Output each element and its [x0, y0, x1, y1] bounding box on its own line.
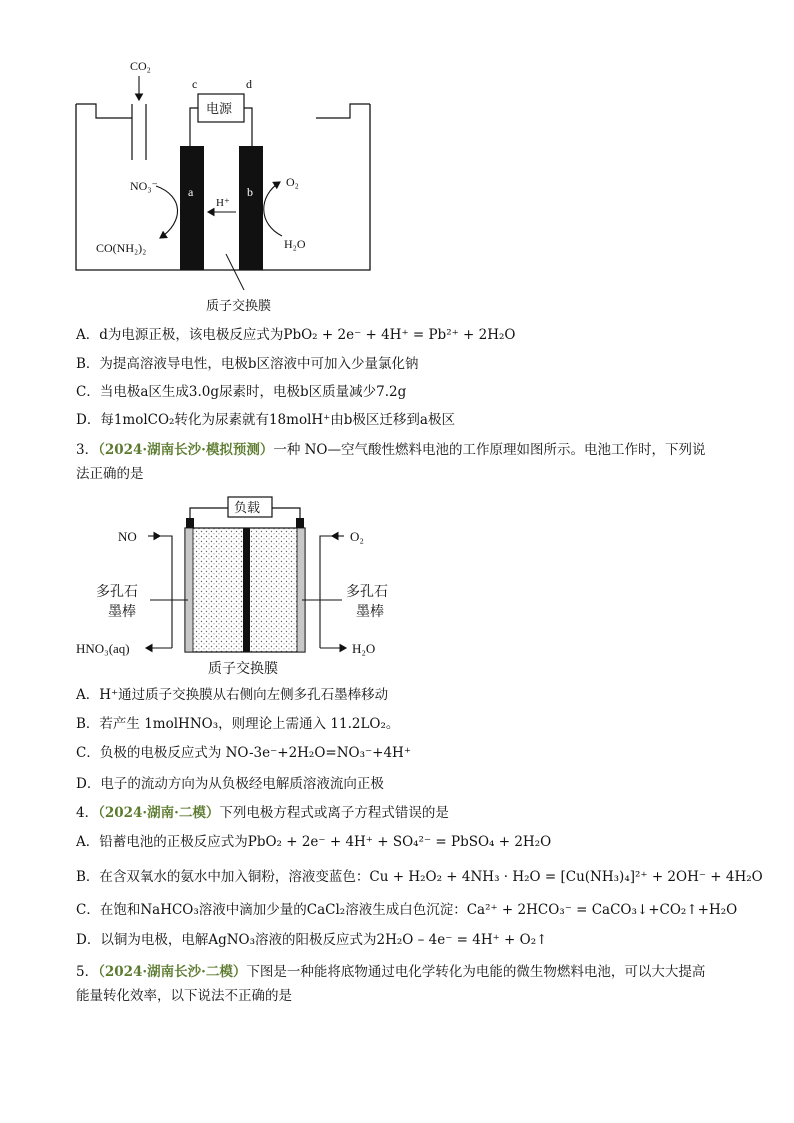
no-inlet	[148, 536, 172, 648]
h-plus-label: H⁺	[216, 197, 230, 209]
q3-option-d: D．电子的流动方向为从负极经电解质溶液流向正极	[76, 776, 384, 792]
q2-option-d: D．每1molCO₂转化为尿素就有18molH⁺由b极区迁移到a极区	[76, 412, 455, 428]
electrode-b-label: b	[247, 185, 253, 199]
q4-option-a: A．铅蓄电池的正极反应式为PbO₂ + 2e⁻ + 4H⁺ + SO₄²⁻ = PbSO₄ + 2H₂O	[76, 834, 552, 850]
membrane-label: 质子交换膜	[206, 298, 272, 313]
water-label: H₂O	[284, 237, 306, 251]
electrode-a-label: a	[188, 185, 194, 199]
o2-label: O₂	[350, 529, 364, 544]
right-graphite-rod	[297, 528, 305, 652]
co2-label: CO₂	[130, 59, 151, 73]
right-terminal	[296, 518, 304, 528]
q4-option-d: D．以铜为电极，电解AgNO₃溶液的阳极反应式为2H₂O – 4e⁻ = 4H⁺ + O₂↑	[76, 932, 548, 948]
left-terminal	[186, 518, 194, 528]
question-5-source: （2024·湖南长沙·二模）	[98, 964, 247, 980]
question-5-stem: 5．（2024·湖南长沙·二模）下图是一种能将底物通过电化学转化为电能的微生物燃料电池，可以大大提高能量转化效率，以下说法不正确的是	[76, 964, 706, 1004]
left-rod-label-1: 多孔石	[96, 585, 138, 600]
q3-option-c: C．负极的电极反应式为 NO-3e⁻+2H₂O=NO₃⁻+4H⁺	[76, 745, 411, 761]
question-3-source: （2024·湖南长沙·模拟预测）	[98, 442, 274, 458]
q2-option-c: C．当电极a区生成3.0g尿素时，电极b区质量减少7.2g	[76, 384, 407, 400]
question-3-stem: 3．（2024·湖南长沙·模拟预测）一种 NO—空气酸性燃料电池的工作原理如图所示。电池工作时，下列说法正确的是	[76, 442, 706, 482]
left-rod-label-2: 墨棒	[108, 605, 136, 620]
q4-option-c: C．在饱和NaHCO₃溶液中滴加少量的CaCl₂溶液生成白色沉淀：Ca²⁺ + 2HCO₃⁻ = CaCO₃↓+CO₂↑+H₂O	[76, 902, 738, 918]
terminal-c-label: c	[192, 77, 198, 91]
h2o-label: H₂O	[352, 641, 376, 656]
proton-membrane	[243, 528, 250, 652]
terminal-d-label: d	[246, 77, 252, 91]
left-graphite-rod	[185, 528, 193, 652]
q2-option-a: A．d为电源正极，该电极反应式为PbO₂ + 2e⁻ + 4H⁺ = Pb²⁺ + 2H₂O	[76, 327, 516, 343]
q4-option-b: B．在含双氧水的氨水中加入铜粉，溶液变蓝色：Cu + H₂O₂ + 4NH₃ · H₂O = [Cu(NH₃)₄]²⁺ + 2OH⁻ + 4H₂O	[76, 869, 763, 885]
nitrate-label: NO₃⁻	[130, 179, 158, 193]
hno3-label: HNO₃(aq)	[76, 641, 130, 656]
membrane-label-2: 质子交换膜	[208, 662, 278, 677]
power-label: 电源	[206, 101, 233, 116]
right-rod-label-2: 墨棒	[356, 605, 384, 620]
right-rod-label-1: 多孔石	[346, 585, 388, 600]
urea-label: CO(NH₂)₂	[96, 241, 147, 255]
q3-option-b: B．若产生 1molHNO₃，则理论上需通入 11.2LO₂。	[76, 716, 400, 732]
q3-option-a: A．H⁺通过质子交换膜从右侧向左侧多孔石墨棒移动	[76, 687, 389, 703]
oxygen-label: O₂	[286, 175, 299, 189]
no-label: NO	[118, 529, 137, 544]
question-4-stem: 4．（2024·湖南·二模）下列电极方程式或离子方程式错误的是	[76, 805, 449, 821]
o2-inlet	[320, 536, 344, 648]
question-4-source: （2024·湖南·二模）	[98, 805, 220, 821]
q2-option-b: B．为提高溶液导电性，电极b区溶液中可加入少量氯化钠	[76, 356, 419, 372]
load-label: 负载	[234, 500, 261, 515]
